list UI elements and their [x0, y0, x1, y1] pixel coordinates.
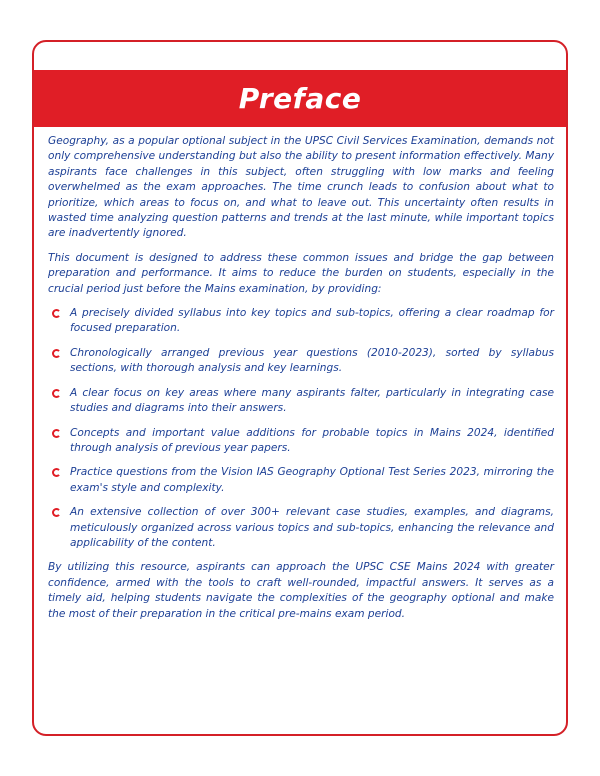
preface-content [48, 134, 554, 631]
list-item-text: Chronologically arranged previous year questions (2010-2023), sorted by syllabus sections, with thorough analysis and key learnings. [70, 346, 554, 375]
title-banner [34, 70, 566, 127]
bullet-icon [52, 389, 61, 398]
bullet-icon [52, 468, 61, 477]
intro-paragraph: Geography, as a popular optional subject in the UPSC Civil Services Examination, demands not only comprehensive understanding but also the ability to present information effectively. Many aspirants face challenges in this subject, often struggling with low marks and feeling overwhelmed as the exam approaches. The time crunch leads to confusion about what to prioritize, which areas to focus on, and what to leave out. This uncertainty often results in wasted time analyzing question patterns and trends at the last minute, while important topics are inadvertently ignored. [48, 135, 554, 240]
bullet-icon [52, 429, 61, 438]
list-item-text: Practice questions from the Vision IAS Geography Optional Test Series 2023, mirroring the exam's style and complexity. [70, 466, 554, 494]
bullet-icon [52, 309, 61, 318]
list-item [48, 306, 554, 337]
purpose-paragraph: This document is designed to address these common issues and bridge the gap between preparation and performance. It aims to reduce the burden on students, especially in the crucial period just before the Mains examination, by providing: [48, 251, 554, 295]
list-item-text: A clear focus on key areas where many aspirants falter, particularly in integrating case studies and diagrams into their answers. [70, 386, 554, 415]
page-frame [32, 40, 568, 736]
list-item-text: Concepts and important value additions for probable topics in Mains 2024, identified through analysis of previous year papers. [70, 426, 554, 454]
list-item [48, 346, 554, 377]
bullet-icon [52, 508, 61, 517]
list-item-text: An extensive collection of over 300+ relevant case studies, examples, and diagrams, meticulously organized across various topics and sub-topics, enhancing the relevance and applicability of the content. [70, 506, 554, 549]
list-item [48, 426, 554, 457]
conclusion-paragraph: By utilizing this resource, aspirants can approach the UPSC CSE Mains 2024 with greater confidence, armed with the tools to craft well-rounded, impactful answers. It serves as a timely aid, helping students navigate the complexities of the geography optional and make the most of their preparation in the critical pre-mains exam period. [48, 561, 554, 620]
list-item [48, 465, 554, 496]
bullet-icon [52, 349, 61, 358]
page-title: Preface [238, 82, 362, 115]
list-item [48, 386, 554, 417]
benefits-list [48, 306, 554, 551]
list-item-text: A precisely divided syllabus into key topics and sub-topics, offering a clear roadmap for focused preparation. [70, 307, 554, 335]
list-item [48, 505, 554, 551]
